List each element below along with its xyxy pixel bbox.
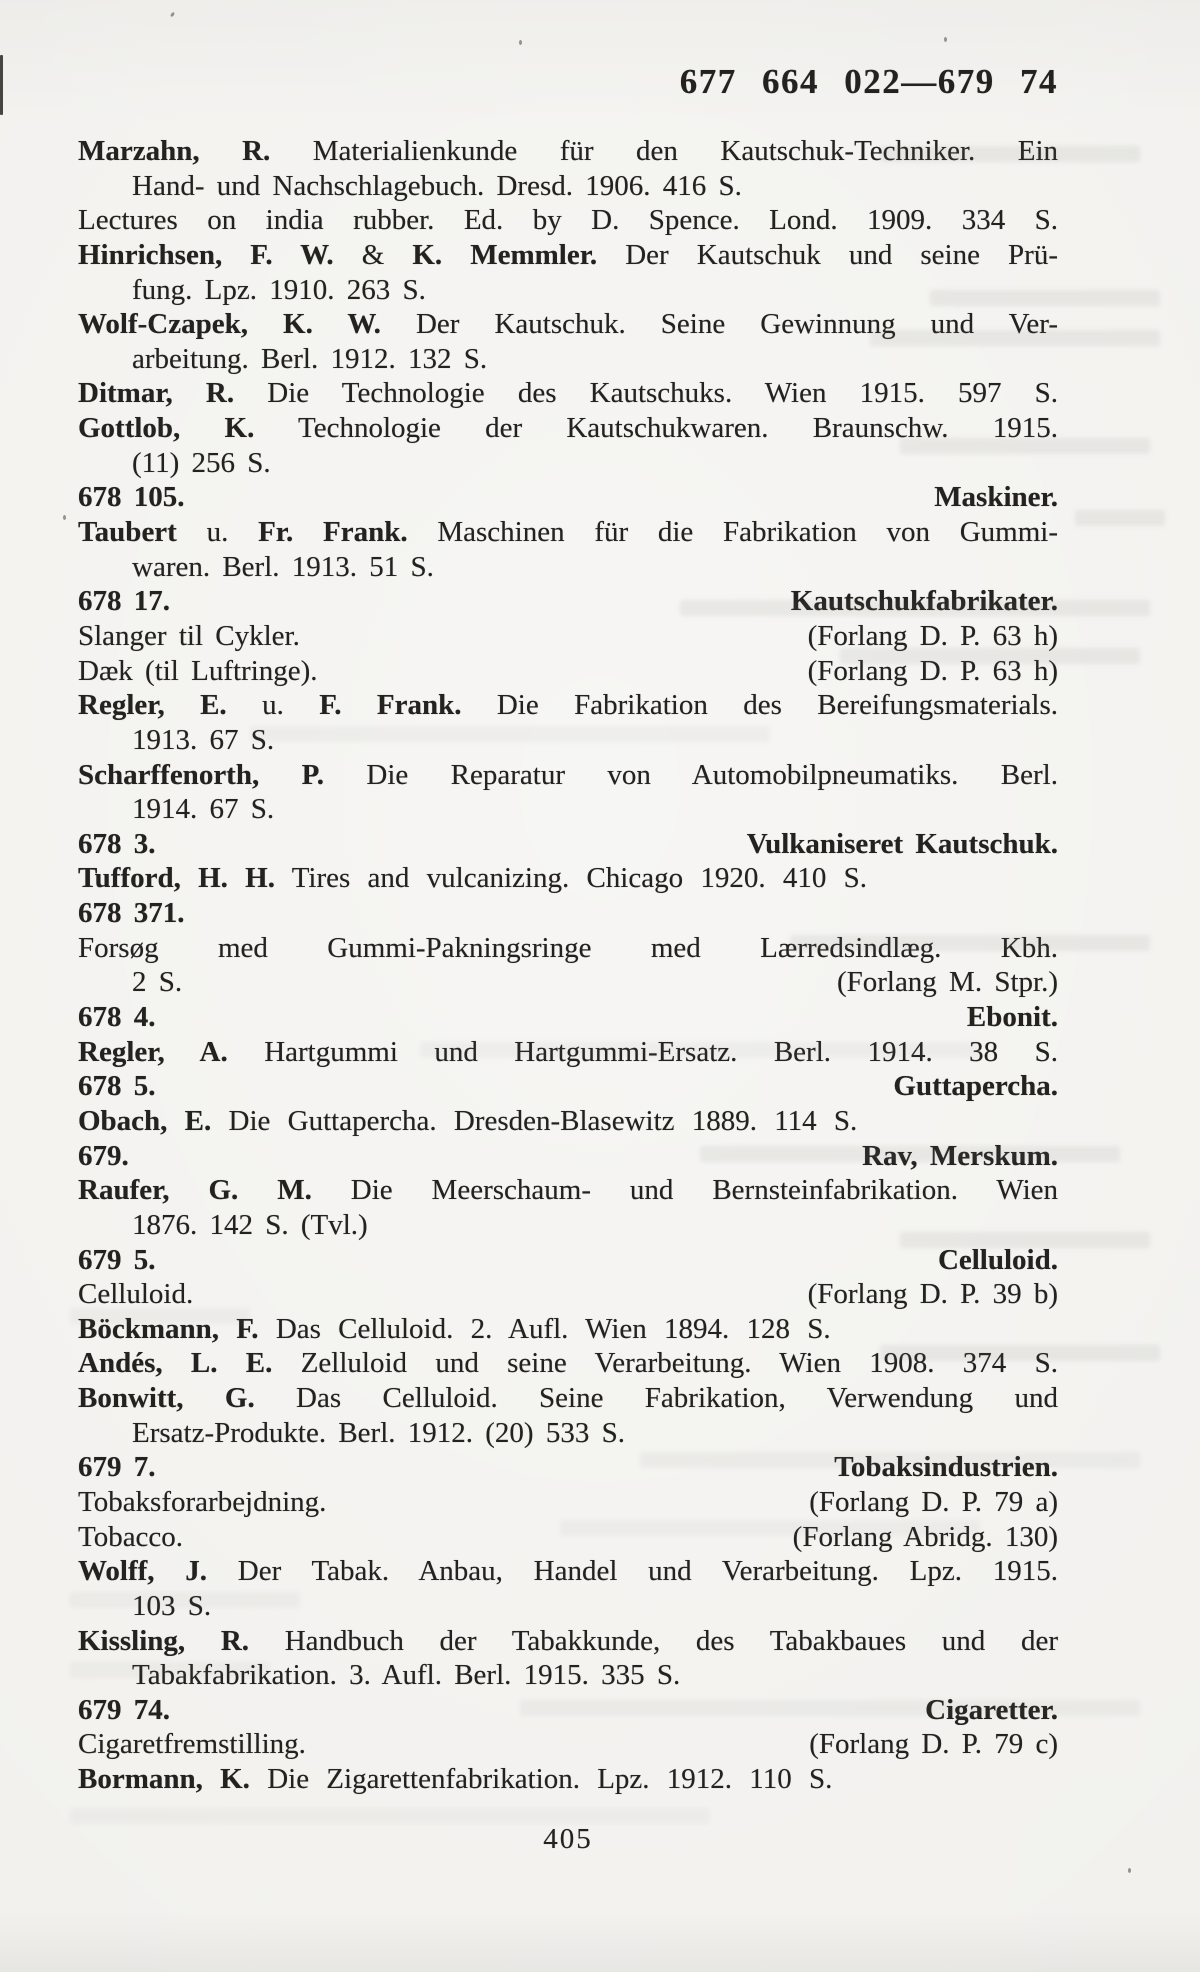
entry-line (78, 792, 1058, 827)
section-heading (78, 827, 1058, 862)
section-heading-right: Maskiner. (934, 481, 1058, 514)
bleedthrough-artifact (520, 1700, 1140, 1716)
bleedthrough-artifact (700, 1146, 1120, 1162)
entry-text: Tires and vulcanizing. Chicago 1920. 410 S. (275, 862, 867, 895)
section-heading (78, 480, 1058, 515)
entry-text: Hartgummi und Hartgummi-Ersatz. Berl. 1914. 38 S. (227, 1035, 1058, 1068)
annotation-line-left: Cigaretfremstilling. (78, 1728, 306, 1761)
bleedthrough-artifact (70, 1308, 250, 1324)
entry-text: Technologie der Kautschukwaren. Braunschw. 1915. (254, 412, 1058, 445)
section-heading-left: 679. (78, 1139, 129, 1172)
bleedthrough-artifact (70, 1808, 710, 1824)
annotation-line-left: Tobacco. (78, 1520, 184, 1553)
annotation-line-right: (Forlang D. P. 39 b) (807, 1278, 1058, 1311)
author-name: Böckmann, F. (78, 1312, 259, 1345)
entry-text: Zelluloid und seine Verarbeitung. Wien 1908. 374 S. (272, 1347, 1058, 1380)
entry-text: Der Kautschuk und seine Prü- (597, 238, 1058, 271)
entry-line (78, 273, 1058, 308)
entry-text: 1914. 67 S. (132, 793, 275, 826)
author-name: Regler, E. (78, 689, 227, 722)
section-heading (78, 1000, 1058, 1035)
section-heading-left: 678 17. (78, 585, 170, 618)
entry-text: waren. Berl. 1913. 51 S. (132, 550, 434, 583)
bleedthrough-artifact (840, 648, 1140, 664)
entry-text: Die Technologie des Kautschuks. Wien 1915. 597 S. (234, 377, 1059, 410)
annotation-line-left: Tobaksforarbejdning. (78, 1485, 327, 1518)
entry-text: u. (226, 689, 320, 722)
author-name: Taubert (78, 516, 177, 549)
annotation-line-right: (Forlang D. P. 63 h) (807, 619, 1058, 652)
bleedthrough-artifact (420, 1042, 980, 1058)
section-heading-right: Kautschukfabrikater. (790, 585, 1058, 618)
author-name: Ditmar, R. (78, 377, 235, 410)
entry-text: Ersatz-Produkte. Berl. 1912. (20) 533 S. (132, 1416, 625, 1449)
annotation-line-left: Celluloid. (78, 1278, 194, 1311)
section-heading-left: 678 105. (78, 481, 185, 514)
scan-speck (1128, 1868, 1131, 1873)
section-heading-right: Guttapercha. (893, 1070, 1058, 1103)
entry-text: 1913. 67 S. (132, 723, 275, 756)
annotation-line-left: Dæk (til Luftringe). (78, 654, 318, 687)
entry-text: 103 S. (132, 1589, 212, 1622)
entry-text: Die Guttapercha. Dresden-Blasewitz 1889. 114 S. (211, 1104, 858, 1137)
entry-text: Die Fabrikation des Bereifungsmaterials. (461, 689, 1059, 722)
author-name: Wolff, J. (78, 1555, 208, 1588)
bleedthrough-artifact (680, 600, 1150, 616)
entry-line (78, 238, 1058, 273)
entry-text: Materialienkunde für den Kautschuk-Techniker. Ein (270, 135, 1058, 167)
section-heading-left: 678 4. (78, 1001, 156, 1034)
author-name: Bonwitt, G. (78, 1382, 255, 1415)
bleedthrough-artifact (70, 1662, 270, 1678)
annotation-line-right: (Forlang D. P. 79 a) (809, 1485, 1058, 1518)
entry-text: Hand- und Nachschlagebuch. Dresd. 1906. 416 S. (132, 169, 742, 202)
entry-text: Handbuch der Tabakkunde, des Tabakbaues und der (249, 1624, 1058, 1657)
bleedthrough-artifact (930, 290, 1160, 306)
bleedthrough-artifact (70, 1592, 300, 1608)
annotation-line-left: Slanger til Cykler. (78, 619, 300, 652)
entry-line (78, 1173, 1058, 1208)
section-heading-left: 679 74. (78, 1693, 170, 1726)
entry-list (78, 134, 1058, 1797)
author-name: Obach, E. (78, 1104, 212, 1137)
section-heading-right: Celluloid. (937, 1243, 1058, 1276)
entry-text: & (333, 238, 413, 271)
entry-line (78, 342, 1058, 377)
annotation-line-right: (Forlang D. P. 63 h) (807, 654, 1058, 687)
section-heading-right: Rav, Merskum. (862, 1139, 1058, 1172)
author-name: Regler, A. (78, 1035, 228, 1068)
section-heading-left: 678 5. (78, 1070, 156, 1103)
section-heading-right: Tobaksindustrien. (834, 1451, 1058, 1484)
author-name: Fr. Frank. (258, 516, 408, 549)
author-name: Marzahn, R. (78, 135, 271, 167)
author-name: Hinrichsen, F. W. (78, 238, 334, 271)
section-heading-left: 678 371. (78, 897, 185, 930)
bleedthrough-artifact (640, 1452, 1140, 1468)
scan-edge-artifact (0, 55, 3, 115)
scan-speck (944, 37, 947, 42)
bleedthrough-artifact (1075, 510, 1165, 526)
bleedthrough-artifact (900, 1232, 1150, 1248)
entry-line (78, 861, 1058, 896)
section-heading-right: Cigaretter. (925, 1693, 1058, 1726)
entry-line (78, 169, 1058, 204)
scan-speck (63, 515, 66, 520)
author-name: Wolf-Czapek, K. W. (78, 308, 381, 341)
bleedthrough-artifact (870, 330, 1160, 346)
bleedthrough-artifact (880, 146, 1140, 162)
page-number: 405 (543, 1823, 593, 1855)
entry-line (78, 688, 1058, 723)
author-name: Kissling, R. (78, 1624, 250, 1657)
annotation-line-right: (Forlang D. P. 79 c) (809, 1728, 1058, 1761)
scan-speck (170, 12, 175, 18)
author-name: K. Memmler. (412, 238, 598, 271)
entry-text: Forsøg med Gummi-Pakningsringe med Lærredsindlæg. Kbh. (78, 931, 1058, 964)
entry-text: Das Celluloid. Seine Fabrikation, Verwendung und (254, 1382, 1058, 1415)
entry-text: Maschinen für die Fabrikation von Gummi- (407, 516, 1058, 549)
annotation-line-left: 2 S. (132, 966, 183, 999)
entry-text: 1876. 142 S. (Tvl.) (132, 1208, 368, 1241)
entry-text: Die Reparatur von Automobilpneumatiks. Berl. (323, 758, 1058, 791)
section-heading-right: Vulkaniseret Kautschuk. (746, 827, 1058, 860)
entry-line (78, 1104, 1058, 1139)
author-name: Scharffenorth, P. (78, 758, 324, 791)
bleedthrough-artifact (560, 1520, 980, 1536)
entry-text: Die Meerschaum- und Bernsteinfabrikation. Wien (311, 1174, 1058, 1207)
section-heading-left: 678 3. (78, 827, 156, 860)
entry-line (78, 1624, 1058, 1659)
entry-line (78, 1762, 1058, 1797)
entry-line (78, 550, 1058, 585)
author-name: Raufer, G. M. (78, 1174, 312, 1207)
entry-line (78, 1554, 1058, 1589)
author-name: Tufford, H. H. (78, 862, 275, 895)
entry-line (78, 376, 1058, 411)
bleedthrough-artifact (880, 1345, 1160, 1361)
annotation-line (78, 1277, 1058, 1312)
author-name: F. Frank. (319, 689, 462, 722)
annotation-line (78, 1485, 1058, 1520)
annotation-line-right: (Forlang Abridg. 130) (792, 1520, 1058, 1553)
entry-text: Lectures on india rubber. Ed. by D. Spence. Lond. 1909. 334 S. (78, 204, 1058, 237)
classification-range-header: 677 664 022—679 74 (679, 62, 1058, 101)
scan-speck (519, 40, 522, 45)
entry-text: Das Celluloid. 2. Aufl. Wien 1894. 128 S. (258, 1312, 831, 1345)
entry-line (78, 1381, 1058, 1416)
entry-line (78, 203, 1058, 238)
entry-line (78, 515, 1058, 550)
entry-text: Der Tabak. Anbau, Handel und Verarbeitung. Lpz. 1915. (207, 1555, 1058, 1588)
bleedthrough-artifact (900, 438, 1150, 454)
section-heading-left: 679 5. (78, 1243, 156, 1276)
entry-text: (11) 256 S. (132, 446, 271, 479)
section-heading-left: 679 7. (78, 1451, 156, 1484)
entry-line (78, 758, 1058, 793)
section-heading-right: Ebonit. (966, 1001, 1058, 1034)
entry-text: u. (176, 516, 259, 549)
bleedthrough-artifact (250, 726, 770, 742)
entry-line (78, 1416, 1058, 1451)
section-heading (78, 896, 1058, 931)
author-name: Gottlob, K. (78, 412, 255, 445)
entry-text: Tabakfabrikation. 3. Aufl. Berl. 1915. 335 S. (132, 1659, 681, 1692)
author-name: Andés, L. E. (78, 1347, 273, 1380)
section-heading (78, 1069, 1058, 1104)
annotation-line (78, 1727, 1058, 1762)
bleedthrough-artifact (790, 935, 1150, 951)
annotation-line (78, 965, 1058, 1000)
entry-text: arbeitung. Berl. 1912. 132 S. (132, 342, 488, 375)
entry-text: Die Zigarettenfabrikation. Lpz. 1912. 110 S. (249, 1763, 833, 1796)
entry-text: Der Kautschuk. Seine Gewinnung und Ver- (380, 308, 1058, 341)
annotation-line-right: (Forlang M. Stpr.) (836, 966, 1058, 999)
entry-text: fung. Lpz. 1910. 263 S. (132, 273, 426, 306)
author-name: Bormann, K. (78, 1763, 250, 1796)
